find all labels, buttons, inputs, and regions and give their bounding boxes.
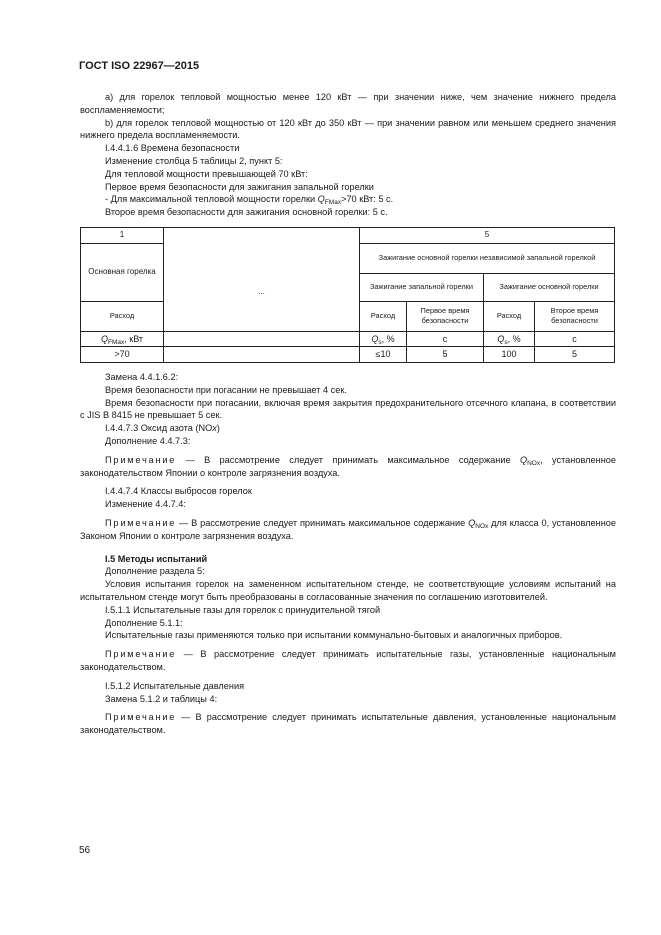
rate-header: Расход	[360, 301, 407, 331]
rate-header: Расход	[81, 301, 164, 331]
empty-cell	[164, 331, 360, 347]
clause-heading: I.4.4.1.6 Времена безопасности	[105, 143, 240, 154]
unit-qs-pct: $Q_s$, %	[484, 331, 535, 347]
table-cell: 100	[484, 347, 535, 363]
table-cell: >70	[81, 347, 164, 363]
paragraph: Замена 5.1.2 и таблицы 4:	[105, 693, 218, 704]
paragraph: Для тепловой мощности превышающей 70 кВт:	[105, 168, 308, 179]
table-cell: ≤10	[360, 347, 407, 363]
paragraph: Первое время безопасности для зажигания запальной горелки	[105, 181, 374, 192]
note: Примечание — В рассмотрение следует принимать испытательные газы, установленные национальным законодательством.	[80, 649, 616, 672]
paragraph: а) для горелок тепловой мощностью менее 120 кВт — при значении ниже, чем значение нижнего предела воспламеняемости;	[80, 92, 616, 115]
unit-seconds: с	[535, 331, 615, 347]
paragraph: Испытательные газы применяются только при испытании коммунально-бытовых и аналогичных приборов.	[105, 630, 563, 641]
ignition-independent-header: Зажигание основной горелки независимой запальной горелкой	[360, 243, 615, 273]
unit-seconds: с	[407, 331, 484, 347]
paragraph: Условия испытания горелок на замененном испытательном стенде, не соответствующие условиям испытаний на испытательном стенде могут быть преобразованы в согласованные значения по соглашению изготовителей.	[80, 579, 616, 602]
safety-time-table	[80, 227, 615, 363]
unit-qs-pct: $Q_s$, %	[360, 331, 407, 347]
document-header: ГОСТ ISO 22967—2015	[79, 60, 200, 72]
paragraph: b) для горелок тепловой мощностью от 120 кВт до 350 кВт — при значении равном или меньшем среднего значения нижнего предела воспламеняемости.	[80, 117, 616, 141]
unit-q-fmax: $Q_{FMax}$, кВт	[81, 331, 164, 347]
first-safety-time-header: Первое время безопасности	[407, 301, 484, 331]
paragraph: Дополнение 5.1.1:	[105, 617, 183, 628]
rate-header: Расход	[484, 301, 535, 331]
paragraph: - Для максимальной тепловой мощности горелки $Q_{FMax}>70$ кВт: 5 с.	[105, 194, 394, 207]
clause-heading: I.4.4.7.3 Оксид азота (NOx)	[105, 423, 220, 434]
table-col-5-header: 5	[360, 227, 615, 243]
note: Примечание — В рассмотрение следует принимать максимальное содержание $Q_{NOx}$, установленное законодательством Японии о контроле загрязнения воздуха.	[80, 454, 616, 478]
second-safety-time-header: Второе время безопасности	[535, 301, 615, 331]
paragraph: Дополнение раздела 5:	[105, 566, 205, 577]
table-col-1-header: 1	[81, 227, 164, 243]
ignition-pilot-header: Зажигание запальной горелки	[360, 273, 484, 301]
clause-heading: I.4.4.7.4 Классы выбросов горелок	[105, 486, 252, 497]
page-content	[80, 91, 616, 737]
main-burner-cell: Основная горелка	[81, 243, 164, 301]
clause-heading: I.5.1.1 Испытательные газы для горелок с принудительной тягой	[105, 604, 381, 615]
paragraph: Дополнение 4.4.7.3:	[105, 435, 191, 446]
empty-cell	[164, 347, 360, 363]
paragraph: Время безопасности при погасании, включая время закрытия предохранительного отсечного клапана, в соответствии с JIS B 8415 не превышает 5 сек.	[80, 397, 616, 421]
table-cell: 5	[407, 347, 484, 363]
paragraph: Время безопасности при погасании не превышает 4 сек.	[105, 384, 347, 395]
table-ellipsis-cell: ...	[164, 227, 360, 331]
clause-heading: I.5.1.2 Испытательные давления	[105, 680, 245, 691]
paragraph: Замена 4.4.1.6.2:	[105, 371, 179, 382]
ignition-main-header: Зажигание основной горелки	[484, 273, 615, 301]
paragraph: Изменение 4.4.7.4:	[105, 499, 186, 510]
section-heading: I.5 Методы испытаний	[105, 553, 208, 564]
paragraph: Изменение столбца 5 таблицы 2, пункт 5:	[105, 155, 283, 166]
note: Примечание — В рассмотрение следует принимать максимальное содержание $Q_{NOx}$ для класса 0, установленное Законом Японии о контроле загрязнения воздуха.	[80, 517, 617, 541]
paragraph: Второе время безопасности для зажигания основной горелки: 5 с.	[105, 207, 388, 218]
note: Примечание — В рассмотрение следует принимать испытательные давления, установленные национальным законодательством.	[80, 712, 616, 736]
table-cell: 5	[535, 347, 615, 363]
page-number: 56	[79, 845, 91, 856]
